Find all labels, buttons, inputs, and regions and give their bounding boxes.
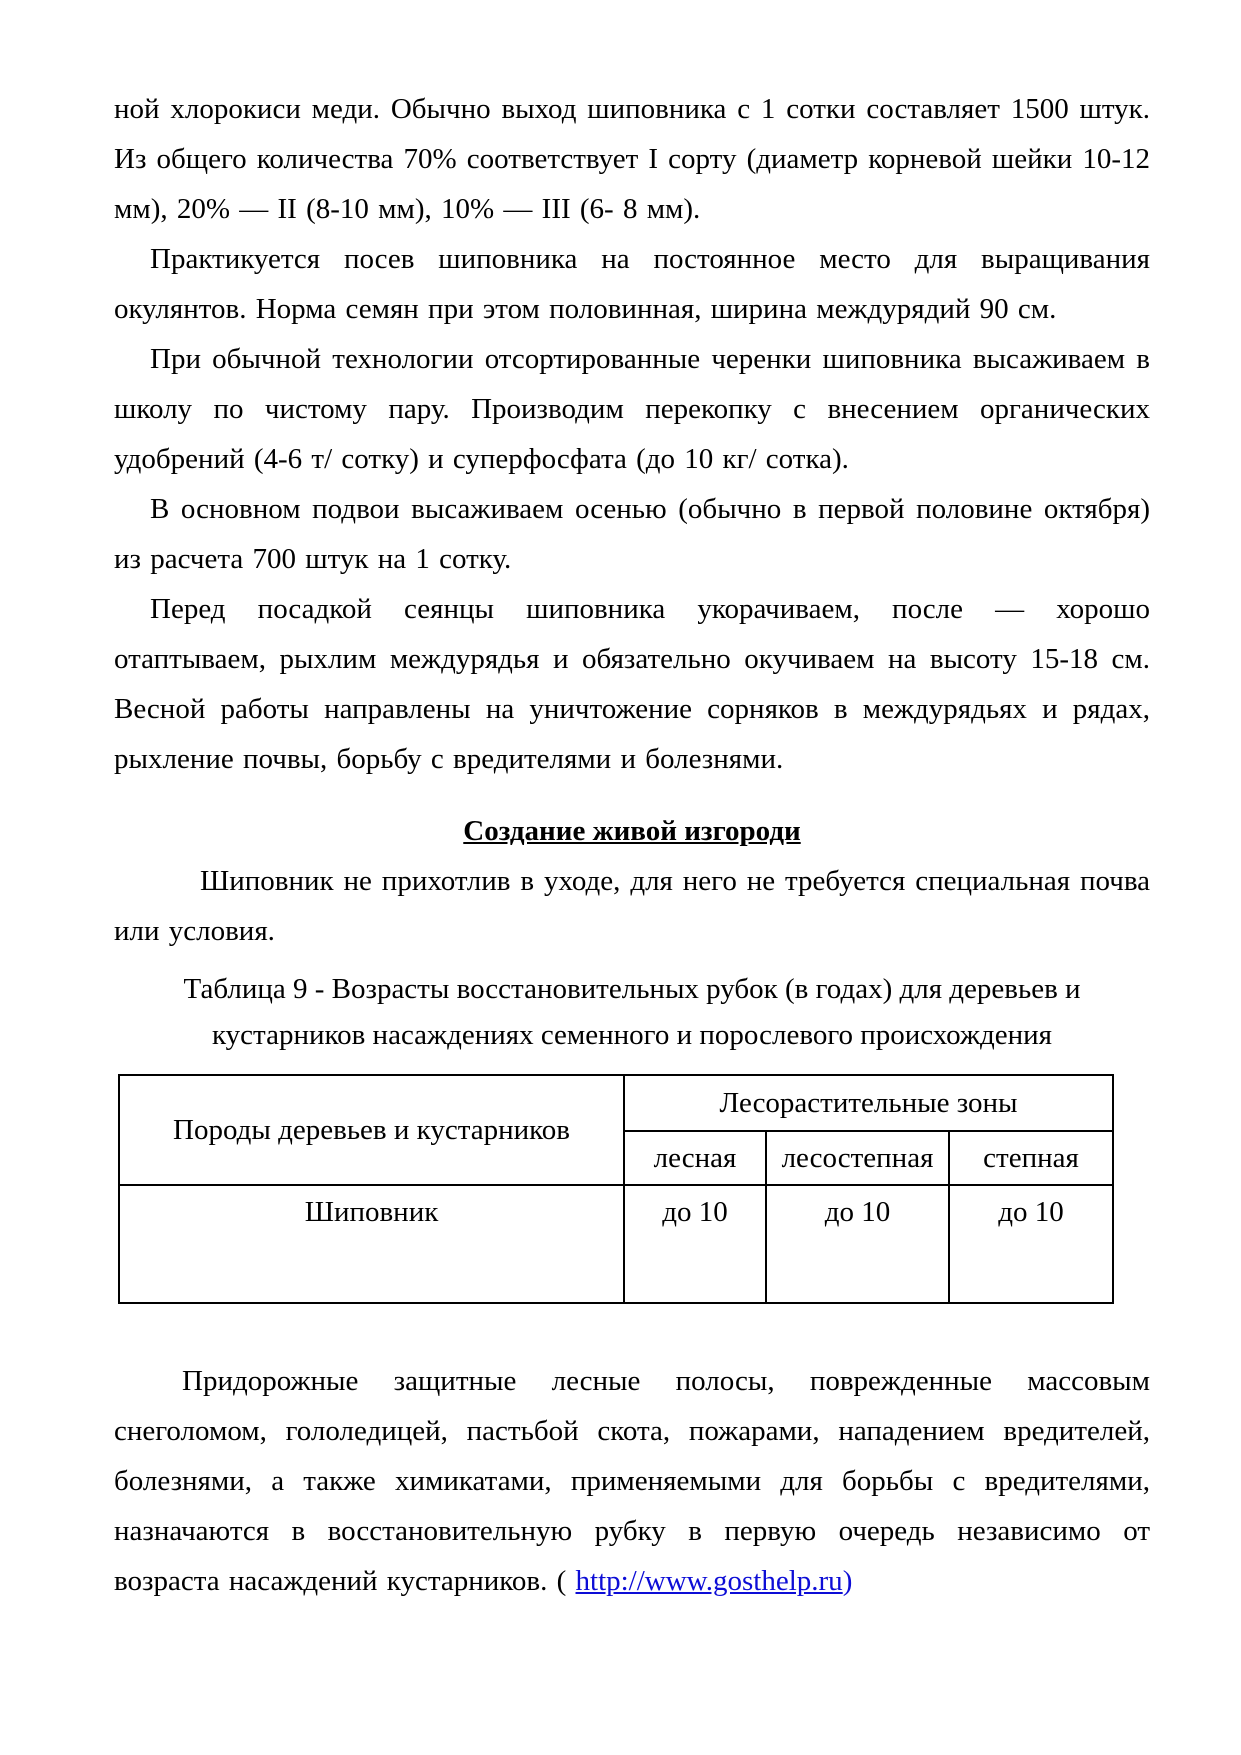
- text-block: [114, 84, 1150, 1606]
- paragraph-rootstock-yield: ной хлорокиси меди. Обычно выход шиповника с 1 сотки составляет 1500 штук. Из общего количества 70% соответствует I сорту (диаметр корневой шейки 10-12 мм), 20% — II (8-10 мм), 10% — III (6- 8 мм).: [114, 93, 1150, 225]
- table-caption: Таблица 9 - Возрасты восстановительных рубок (в годах) для деревьев и кустарников насаждениях семенного и порослевого происхождения: [183, 973, 1081, 1051]
- zones-group-header: Лесорастительные зоны: [624, 1075, 1113, 1131]
- closing-text-after-link: ): [842, 1565, 853, 1597]
- paragraph-autumn-planting: В основном подвои высаживаем осенью (обычно в первой половине октября) из расчета 700 штук на 1 сотку.: [114, 493, 1150, 575]
- zone-column-header-forest-steppe: лесостепная: [766, 1131, 949, 1185]
- species-column-header: Породы деревьев и кустарников: [119, 1075, 624, 1185]
- value-cell-steppe: до 10: [949, 1185, 1113, 1303]
- value-cell-forest-steppe: до 10: [766, 1185, 949, 1303]
- section-heading-hedge: Создание живой изгороди: [463, 815, 801, 847]
- paragraph-pre-planting-care: Перед посадкой сеянцы шиповника укорачиваем, после — хорошо отаптываем, рыхлим междурядья и обязательно окучиваем на высоту 15-18 см. Весной работы направлены на уничтожение сорняков в междурядьях и рядах, рыхление почвы, борьбу с вредителями и болезнями.: [114, 593, 1150, 775]
- paragraph-permanent-sowing: Практикуется посев шиповника на постоянное место для выращивания окулянтов. Норма семян при этом половинная, ширина междурядий 90 см.: [114, 243, 1150, 325]
- value-cell-forest: до 10: [624, 1185, 766, 1303]
- gosthelp-link[interactable]: http://www.gosthelp.ru: [575, 1565, 843, 1597]
- zone-column-header-steppe: степная: [949, 1131, 1113, 1185]
- paragraph-planting-technology: При обычной технологии отсортированные черенки шиповника высаживаем в школу по чистому пару. Производим перекопку с внесением органических удобрений (4-6 т/ сотку) и суперфосфата (до 10 кг/ сотка).: [114, 343, 1150, 475]
- paragraph-roadside-belts: [114, 1356, 1150, 1606]
- species-cell: Шиповник: [119, 1185, 624, 1303]
- felling-age-table: [118, 1074, 1114, 1304]
- closing-text-before-link: Придорожные защитные лесные полосы, поврежденные массовым снеголомом, гололедицей, пастьбой скота, пожарами, нападением вредителей, болезнями, а также химикатами, применяемыми для борьбы с вредителями, назначаются в восстановительную рубку в первую очередь независимо от возраста насаждений кустарников. (: [114, 1365, 1150, 1597]
- table-row: [119, 1185, 1113, 1303]
- table-header-row-top: [119, 1075, 1113, 1131]
- zone-column-header-forest: лесная: [624, 1131, 766, 1185]
- paragraph-hedge-intro: Шиповник не прихотлив в уходе, для него не требуется специальная почва или условия.: [114, 865, 1150, 947]
